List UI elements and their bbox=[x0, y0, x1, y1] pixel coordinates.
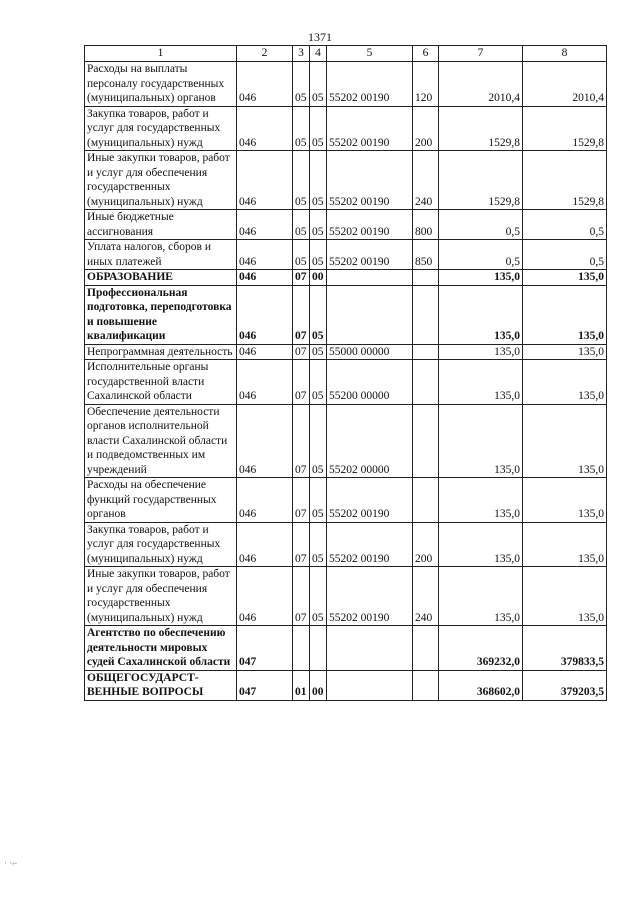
cell-col-2: 046 bbox=[237, 404, 293, 478]
cell-col-2: 046 bbox=[237, 62, 293, 107]
cell-col-4: 05 bbox=[310, 151, 327, 210]
cell-col-6: 240 bbox=[413, 151, 439, 210]
cell-col-3: 05 bbox=[293, 62, 310, 107]
cell-col-3: 07 bbox=[293, 567, 310, 626]
cell-col-8: 135,0 bbox=[523, 404, 607, 478]
cell-col-6: 800 bbox=[413, 210, 439, 240]
cell-col-5 bbox=[327, 270, 413, 286]
cell-col-7: 368602,0 bbox=[439, 670, 523, 700]
table-row bbox=[85, 285, 607, 344]
cell-col-5: 55200 00000 bbox=[327, 360, 413, 405]
cell-col-8: 135,0 bbox=[523, 270, 607, 286]
cell-col-6: 850 bbox=[413, 240, 439, 270]
cell-col-3: 01 bbox=[293, 670, 310, 700]
cell-col-5 bbox=[327, 626, 413, 671]
row-label: Иные бюджетные ассигнования bbox=[85, 210, 237, 240]
cell-col-7: 135,0 bbox=[439, 344, 523, 360]
column-header: 5 bbox=[327, 46, 413, 62]
table-row bbox=[85, 151, 607, 210]
cell-col-4: 05 bbox=[310, 478, 327, 523]
column-header: 6 bbox=[413, 46, 439, 62]
cell-col-2: 046 bbox=[237, 360, 293, 405]
cell-col-6 bbox=[413, 626, 439, 671]
table-row bbox=[85, 567, 607, 626]
cell-col-8: 135,0 bbox=[523, 478, 607, 523]
cell-col-3: 05 bbox=[293, 106, 310, 151]
cell-col-6: 200 bbox=[413, 522, 439, 567]
cell-col-6 bbox=[413, 270, 439, 286]
cell-col-8: 379833,5 bbox=[523, 626, 607, 671]
cell-col-5: 55202 00190 bbox=[327, 522, 413, 567]
cell-col-7: 0,5 bbox=[439, 240, 523, 270]
row-label: Профессиональная подготовка, переподготовка и повышение квалификации bbox=[85, 285, 237, 344]
cell-col-8: 1529,8 bbox=[523, 106, 607, 151]
cell-col-7: 135,0 bbox=[439, 478, 523, 523]
cell-col-3: 07 bbox=[293, 522, 310, 567]
column-header: 1 bbox=[85, 46, 237, 62]
cell-col-2: 047 bbox=[237, 626, 293, 671]
cell-col-7: 2010,4 bbox=[439, 62, 523, 107]
row-label: ОБЩЕГОСУДАРСТ-ВЕННЫЕ ВОПРОСЫ bbox=[85, 670, 237, 700]
cell-col-3: 05 bbox=[293, 151, 310, 210]
cell-col-8: 135,0 bbox=[523, 360, 607, 405]
table-row bbox=[85, 670, 607, 700]
cell-col-3: 07 bbox=[293, 404, 310, 478]
cell-col-8: 379203,5 bbox=[523, 670, 607, 700]
page-number: 1371 bbox=[308, 30, 332, 44]
table-row bbox=[85, 522, 607, 567]
row-label: ОБРАЗОВАНИЕ bbox=[85, 270, 237, 286]
cell-col-3: 07 bbox=[293, 270, 310, 286]
table-row bbox=[85, 240, 607, 270]
cell-col-6 bbox=[413, 478, 439, 523]
row-label: Иные закупки товаров, работ и услуг для обеспечения государственных (муниципальных) нужд bbox=[85, 567, 237, 626]
cell-col-8: 0,5 bbox=[523, 240, 607, 270]
cell-col-6 bbox=[413, 344, 439, 360]
row-label: Агентство по обеспечению деятельности мировых судей Сахалинской области bbox=[85, 626, 237, 671]
row-label: Расходы на выплаты персоналу государственных (муниципальных) органов bbox=[85, 62, 237, 107]
cell-col-4: 05 bbox=[310, 522, 327, 567]
table-row bbox=[85, 626, 607, 671]
row-label: Закупка товаров, работ и услуг для государственных (муниципальных) нужд bbox=[85, 106, 237, 151]
row-label: Иные закупки товаров, работ и услуг для обеспечения государственных (муниципальных) нужд bbox=[85, 151, 237, 210]
cell-col-4: 05 bbox=[310, 106, 327, 151]
cell-col-7: 1529,8 bbox=[439, 151, 523, 210]
row-label: Исполнительные органы государственной власти Сахалинской области bbox=[85, 360, 237, 405]
cell-col-4: 05 bbox=[310, 62, 327, 107]
cell-col-5: 55202 00190 bbox=[327, 106, 413, 151]
column-header: 8 bbox=[523, 46, 607, 62]
cell-col-2: 046 bbox=[237, 106, 293, 151]
cell-col-4: 00 bbox=[310, 670, 327, 700]
table-body bbox=[85, 62, 607, 701]
column-header: 2 bbox=[237, 46, 293, 62]
cell-col-5 bbox=[327, 670, 413, 700]
cell-col-2: 046 bbox=[237, 210, 293, 240]
cell-col-4: 05 bbox=[310, 240, 327, 270]
cell-col-8: 135,0 bbox=[523, 344, 607, 360]
table-row bbox=[85, 344, 607, 360]
scan-mark: · ·⌐ bbox=[4, 858, 18, 868]
cell-col-2: 046 bbox=[237, 567, 293, 626]
row-label: Обеспечение деятельности органов исполнительной власти Сахалинской области и подведомственных им учреждений bbox=[85, 404, 237, 478]
table-row bbox=[85, 270, 607, 286]
cell-col-3: 07 bbox=[293, 360, 310, 405]
cell-col-8: 1529,8 bbox=[523, 151, 607, 210]
cell-col-2: 046 bbox=[237, 285, 293, 344]
cell-col-6 bbox=[413, 670, 439, 700]
cell-col-7: 369232,0 bbox=[439, 626, 523, 671]
cell-col-4: 05 bbox=[310, 285, 327, 344]
cell-col-7: 0,5 bbox=[439, 210, 523, 240]
cell-col-3 bbox=[293, 626, 310, 671]
cell-col-5: 55202 00190 bbox=[327, 567, 413, 626]
column-header: 7 bbox=[439, 46, 523, 62]
cell-col-6 bbox=[413, 285, 439, 344]
table-row bbox=[85, 404, 607, 478]
table-row bbox=[85, 478, 607, 523]
cell-col-8: 135,0 bbox=[523, 285, 607, 344]
cell-col-7: 135,0 bbox=[439, 404, 523, 478]
cell-col-5: 55202 00190 bbox=[327, 210, 413, 240]
cell-col-7: 135,0 bbox=[439, 567, 523, 626]
cell-col-5: 55202 00000 bbox=[327, 404, 413, 478]
cell-col-2: 046 bbox=[237, 522, 293, 567]
column-header-row bbox=[85, 46, 607, 62]
cell-col-2: 046 bbox=[237, 478, 293, 523]
cell-col-2: 046 bbox=[237, 344, 293, 360]
cell-col-4: 05 bbox=[310, 360, 327, 405]
cell-col-5: 55202 00190 bbox=[327, 478, 413, 523]
cell-col-7: 135,0 bbox=[439, 285, 523, 344]
cell-col-8: 2010,4 bbox=[523, 62, 607, 107]
cell-col-4: 00 bbox=[310, 270, 327, 286]
cell-col-3: 05 bbox=[293, 210, 310, 240]
cell-col-2: 046 bbox=[237, 240, 293, 270]
table-row bbox=[85, 210, 607, 240]
cell-col-2: 046 bbox=[237, 151, 293, 210]
row-label: Закупка товаров, работ и услуг для государственных (муниципальных) нужд bbox=[85, 522, 237, 567]
column-header: 4 bbox=[310, 46, 327, 62]
cell-col-3: 07 bbox=[293, 478, 310, 523]
cell-col-6 bbox=[413, 404, 439, 478]
row-label: Непрограммная деятельность bbox=[85, 344, 237, 360]
budget-table bbox=[84, 45, 607, 701]
cell-col-5 bbox=[327, 285, 413, 344]
cell-col-6: 240 bbox=[413, 567, 439, 626]
cell-col-3: 07 bbox=[293, 285, 310, 344]
cell-col-4: 05 bbox=[310, 210, 327, 240]
cell-col-7: 135,0 bbox=[439, 270, 523, 286]
cell-col-5: 55202 00190 bbox=[327, 240, 413, 270]
cell-col-4: 05 bbox=[310, 404, 327, 478]
table-row bbox=[85, 360, 607, 405]
cell-col-5: 55000 00000 bbox=[327, 344, 413, 360]
cell-col-7: 135,0 bbox=[439, 360, 523, 405]
cell-col-5: 55202 00190 bbox=[327, 151, 413, 210]
cell-col-4: 05 bbox=[310, 344, 327, 360]
column-header: 3 bbox=[293, 46, 310, 62]
cell-col-2: 046 bbox=[237, 270, 293, 286]
table-row bbox=[85, 62, 607, 107]
cell-col-8: 0,5 bbox=[523, 210, 607, 240]
row-label: Расходы на обеспечение функций государственных органов bbox=[85, 478, 237, 523]
cell-col-7: 135,0 bbox=[439, 522, 523, 567]
cell-col-3: 05 bbox=[293, 240, 310, 270]
table-row bbox=[85, 106, 607, 151]
row-label: Уплата налогов, сборов и иных платежей bbox=[85, 240, 237, 270]
cell-col-7: 1529,8 bbox=[439, 106, 523, 151]
cell-col-6: 200 bbox=[413, 106, 439, 151]
cell-col-3: 07 bbox=[293, 344, 310, 360]
cell-col-6 bbox=[413, 360, 439, 405]
cell-col-8: 135,0 bbox=[523, 567, 607, 626]
cell-col-4 bbox=[310, 626, 327, 671]
cell-col-8: 135,0 bbox=[523, 522, 607, 567]
cell-col-6: 120 bbox=[413, 62, 439, 107]
cell-col-2: 047 bbox=[237, 670, 293, 700]
cell-col-5: 55202 00190 bbox=[327, 62, 413, 107]
cell-col-4: 05 bbox=[310, 567, 327, 626]
